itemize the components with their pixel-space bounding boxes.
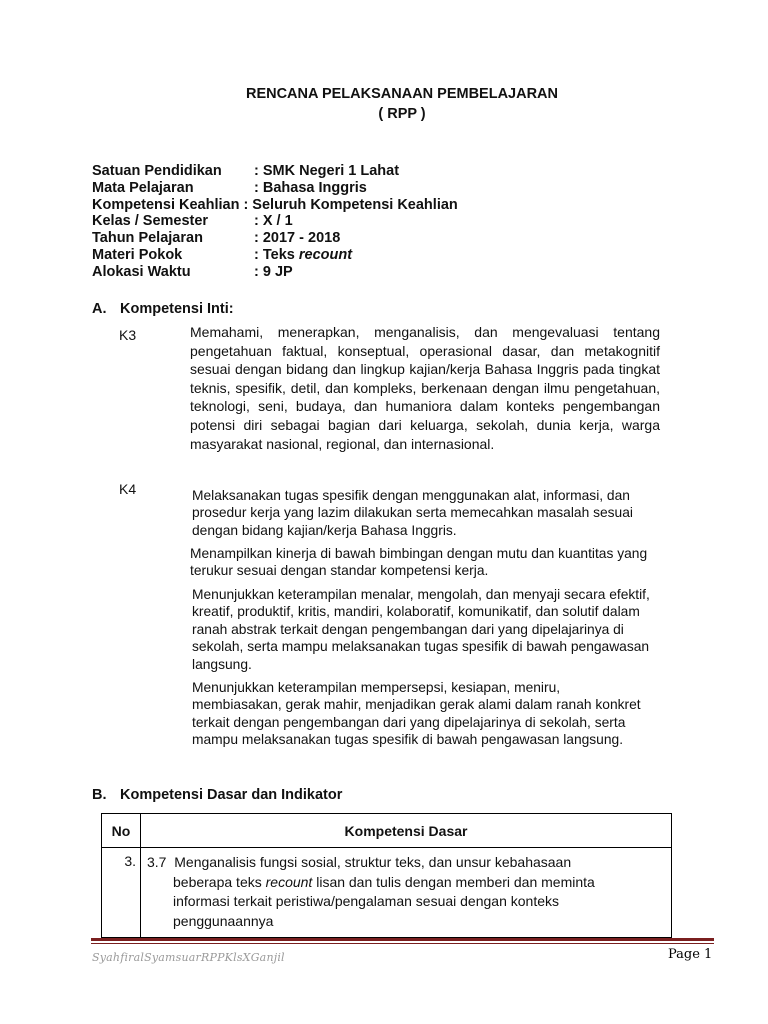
- identity-value: : 9 JP: [254, 263, 293, 280]
- identity-row: [92, 163, 458, 180]
- competency-line: informasi terkait peristiwa/pengalaman sesuai dengan konteks: [173, 893, 559, 909]
- row-competency: [141, 848, 672, 938]
- document-title: RENCANA PELAKSANAAN PEMBELAJARAN: [245, 86, 559, 102]
- section-title: Kompetensi Inti:: [120, 301, 234, 317]
- k4-paragraph: Menunjukkan keterampilan mempersepsi, kesiapan, meniru, membiasakan, gerak mahir, menjadikan gerak alami dalam ranah konkret terkait dengan pengembangan dari yang dipelajarinya di sekolah, serta mampu melaksanakan tugas spesifik di bawah pengawasan langsung.: [192, 680, 641, 748]
- identity-value: : X / 1: [254, 213, 293, 230]
- k4-code: K4: [119, 481, 137, 497]
- identity-value: : Seluruh Kompetensi Keahlian: [243, 196, 458, 213]
- k4-paragraph: Melaksanakan tugas spesifik dengan menggunakan alat, informasi, dan prosedur kerja yang lazim dilakukan serta memecahkan masalah sesuai dengan bidang kajian/kerja Bahasa Inggris.: [192, 488, 633, 538]
- identity-label: Kelas / Semester: [92, 213, 209, 230]
- competency-line: beberapa teks recount lisan dan tulis dengan memberi dan meminta: [173, 873, 595, 890]
- identity-row: [92, 197, 458, 214]
- column-header-kd: Kompetensi Dasar: [141, 814, 672, 848]
- footer-rule: [91, 938, 714, 941]
- section-letter: A.: [92, 301, 107, 317]
- k4-paragraph: Menampilkan kinerja di bawah bimbingan dengan mutu dan kuantitas yang terukur sesuai dengan standar kompetensi kerja.: [190, 546, 648, 579]
- section-title: Kompetensi Dasar dan Indikator: [120, 787, 343, 803]
- footer-author: SyahfiralSyamsuarRPPKlsXGanjil: [92, 951, 285, 964]
- footer-rule-thin: [91, 943, 714, 944]
- section-a-heading: [92, 301, 234, 317]
- column-header-no: No: [102, 814, 141, 848]
- identity-value: : 2017 - 2018: [254, 230, 341, 247]
- identity-row: [92, 264, 458, 281]
- identity-value: : Bahasa Inggris: [254, 179, 367, 196]
- section-letter: B.: [92, 787, 107, 803]
- identity-block: [92, 163, 458, 281]
- k4-paragraph: Menunjukkan keterampilan menalar, mengolah, dan menyaji secara efektif, kreatif, produktif, kritis, mandiri, kolaboratif, komunikatif, dan solutif dalam ranah abstrak terkait dengan pengembangan dari yang dipelajarinya di sekolah, serta mampu melaksanakan tugas spesifik di bawah pengawasan langsung.: [192, 587, 650, 672]
- k3-code: K3: [119, 327, 137, 343]
- identity-label: Kompetensi Keahlian: [92, 196, 240, 213]
- kompetensi-dasar-table: [101, 813, 672, 938]
- row-number: 3.: [102, 848, 141, 938]
- identity-label: Materi Pokok: [92, 246, 183, 263]
- identity-label: Alokasi Waktu: [92, 263, 191, 280]
- identity-row: [92, 213, 458, 230]
- table-header-row: [102, 814, 672, 848]
- identity-value: : SMK Negeri 1 Lahat: [254, 163, 400, 179]
- identity-value: : Teks: [254, 246, 299, 263]
- competency-line: 3.7 Menganalisis fungsi sosial, struktur teks, dan unsur kebahasaan: [147, 854, 572, 870]
- identity-row: [92, 230, 458, 247]
- identity-row: [92, 180, 458, 197]
- identity-label: Mata Pelajaran: [92, 179, 194, 196]
- identity-label: Satuan Pendidikan: [92, 163, 222, 179]
- competency-line: penggunaannya: [173, 912, 274, 929]
- k3-text: Memahami, menerapkan, menganalisis, dan mengevaluasi tentang pengetahuan faktual, konseptual, operasional dasar, dan metakognitif sesuai dengan bidang dan lingkup kajian/kerja Bahasa Inggris pada tingkat teknis, spesifik, detil, dan kompleks, berkenaan dengan ilmu pengetahuan, teknologi, seni, budaya, dan humaniora dalam konteks pengembangan potensi diri sebagai bagian dari keluarga, sekolah, dunia kerja, warga masyarakat nasional, regional, dan internasional.: [190, 324, 660, 452]
- page-number: Page 1: [668, 947, 713, 962]
- document-subtitle: ( RPP ): [378, 106, 426, 122]
- identity-value-italic: recount: [298, 246, 353, 263]
- table-row: [102, 848, 672, 938]
- identity-row: [92, 247, 458, 264]
- identity-label: Tahun Pelajaran: [92, 230, 203, 247]
- section-b-heading: [92, 787, 342, 803]
